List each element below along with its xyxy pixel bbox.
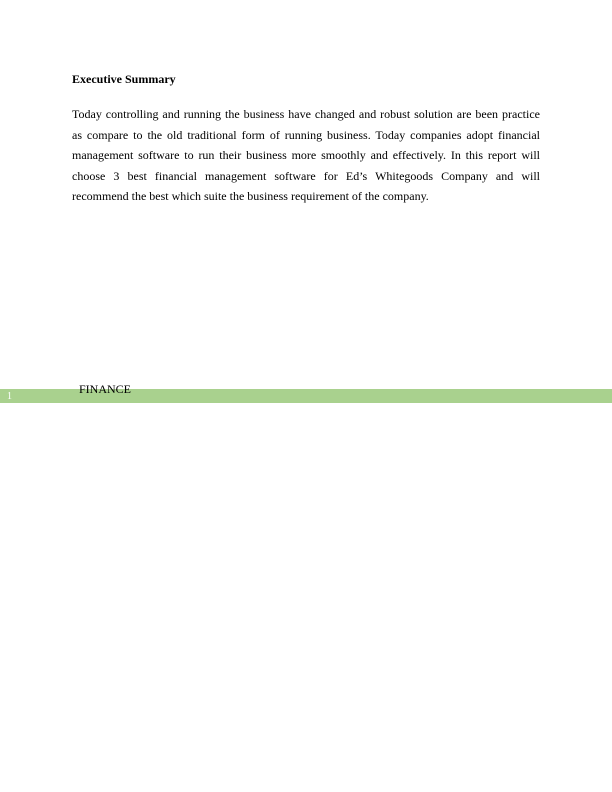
summary-paragraph: Today controlling and running the business have changed and robust solution are been practice as compare to the old traditional form of running business. Today companies adopt financial management software to run their business more smoothly and effectively. In this report will choose 3 best financial management software for Ed’s Whitegoods Company and will recommend the best which suite the business requirement of the company. — [72, 107, 540, 203]
footer-label: FINANCE — [79, 382, 132, 396]
page-number: 1 — [7, 391, 12, 402]
section-heading: Executive Summary — [72, 72, 176, 86]
